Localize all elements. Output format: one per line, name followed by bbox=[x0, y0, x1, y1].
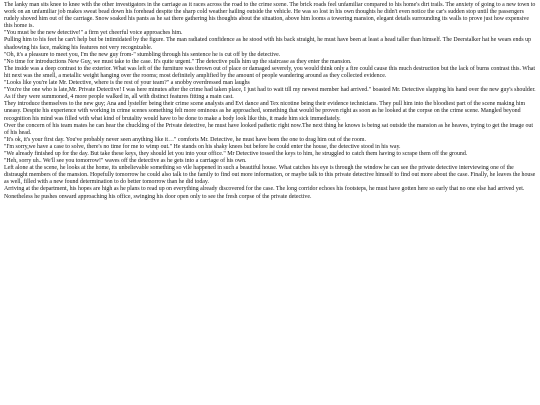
paragraph-7: "Looks like you're late Mr. Detective, where is the rest of your team?" a snobby overdressed man laughs bbox=[4, 80, 250, 87]
paragraph-13: "We already finished up for the day. But take these keys, they should let you into your office." Mr Detective tossed the keys to him, he struggled to catch them having to scrape them off the ground. bbox=[4, 150, 468, 157]
paragraph-14: "Heh, sorry uh.. We'll see you tomorrow!" waves off the detective as he gets into a carriage of his own. bbox=[4, 158, 247, 165]
story-document bbox=[0, 0, 540, 201]
paragraph-3: Pulling him to his feet he can't help but be intimidated by the figure. The man radiated confidence as he stood with his back straight, he must have been at least a head taller than himself. The Deerstalker hat he wears ends up shadowing his face, making his features not very recognizable. bbox=[4, 37, 532, 51]
paragraph-2: "You must be the new detective!" a firm yet cheerful voice approaches him. bbox=[4, 30, 183, 37]
paragraph-9: They introduce themselves to the new guy; Ana and lystelfer being their crime scene analysts and Evi dance and Tex nicotine being their evidence technicians. They pull him into the bloodiest part of the scene making him uneasy. Despite his experience with working in crime scenes something felt more ominous as he approached, something that would be proven right as soon as he looked at the corpse on the crime scene. Mangled beyond recognition his mind was filled with what kind of brutality would have to be done to make a body look like this, it made him sick immediately. bbox=[4, 101, 526, 122]
paragraph-5: "No time for introductions New Guy, we must take to the case. It's quite urgent." The detective pulls him up the staircase as they enter the mansion. bbox=[4, 58, 352, 65]
paragraph-11: "It's ok, it's your first day. You've probably never seen anything like it…" comforts Mr. Detective, he must have been the one to drag him out of the room. bbox=[4, 136, 366, 143]
paragraph-12: "I'm sorry,we have a case to solve, there's no time for me to wimp out." He stands on his shaky knees but before he could enter the house, the detective stood in his way. bbox=[4, 143, 401, 150]
paragraph-6: The inside was a deep contrast to the exterior. What was left of the furniture was thrown out of place or damaged severely, you would think only a fire could cause this much destruction but the lack of burns contrast this. What hit next was the smell, a metallic weight hanging over the rooms; most definitely amplified by the amount of people wandering around as they collected evidence. bbox=[4, 65, 536, 79]
paragraph-10: Over the concern of his team mates he can hear the chuckling of the Private detective, he must have looked pathetic right now.The next thing he knows is being sat outside the mansion as he heaves, trying to get the image out of his head. bbox=[4, 122, 533, 136]
paragraph-16: Arriving at the department, his hopes are high as he plans to read up on everything already discovered for the case. The long corridor echoes his footsteps, he must have gotten here so early that no one else had arrived yet. Nonetheless he pushes onward approaching his office, swinging his door open only to see the fresh corpse of the private detective. bbox=[4, 186, 525, 200]
paragraph-8: "You're the one who is late,Mr. Private Detective! I was here minutes after the crime had taken place, I just had to wait till my newest member had arrived." boasted Mr. Detective slapping his hand over the new guy's shoulder. As if they were summoned, 4 more people walked in, all with distinct features fitting a main cast. bbox=[4, 87, 536, 101]
paragraph-1: The lanky man sits knee to knee with the other investigators in the carriage as it races across the road to the crime scene. The brick roads feel unfamiliar compared to his home's dirt trails. The anxiety of going to a new town to work on an unfamiliar job makes sweat bead down his forehead despite the sharp cold weather hailing outside the vehicle. He was so lost in his own thoughts he didn't even notice the car's sudden stop until the passengers rudely shoved him out of the carriage. Snow soaked his pants as he sat there gathering his thoughts about the situation, above him looms a towering mansion, elegant details surrounding its walls to prove just how expensive this home is. bbox=[4, 2, 536, 30]
paragraph-15: Left alone at the scene, he looks at the home, its unbelievable something so vile happened in such a beautiful house. What catches his eye is through the window he can see the private detective interviewing one of the distraught members of the mansion. Hopefully tomorrow he could also talk to the family to find out more information, or maybe talk to this private detective himself to find out more about the case. Finally, he leaves the house as well, filled with a new found determination to do better tomorrow than he did today. bbox=[4, 165, 536, 186]
paragraph-4: "Oh, it's a pleasure to meet you, I'm the new guy from-" stumbling through his sentence he is cut off by the detective. bbox=[4, 51, 281, 58]
